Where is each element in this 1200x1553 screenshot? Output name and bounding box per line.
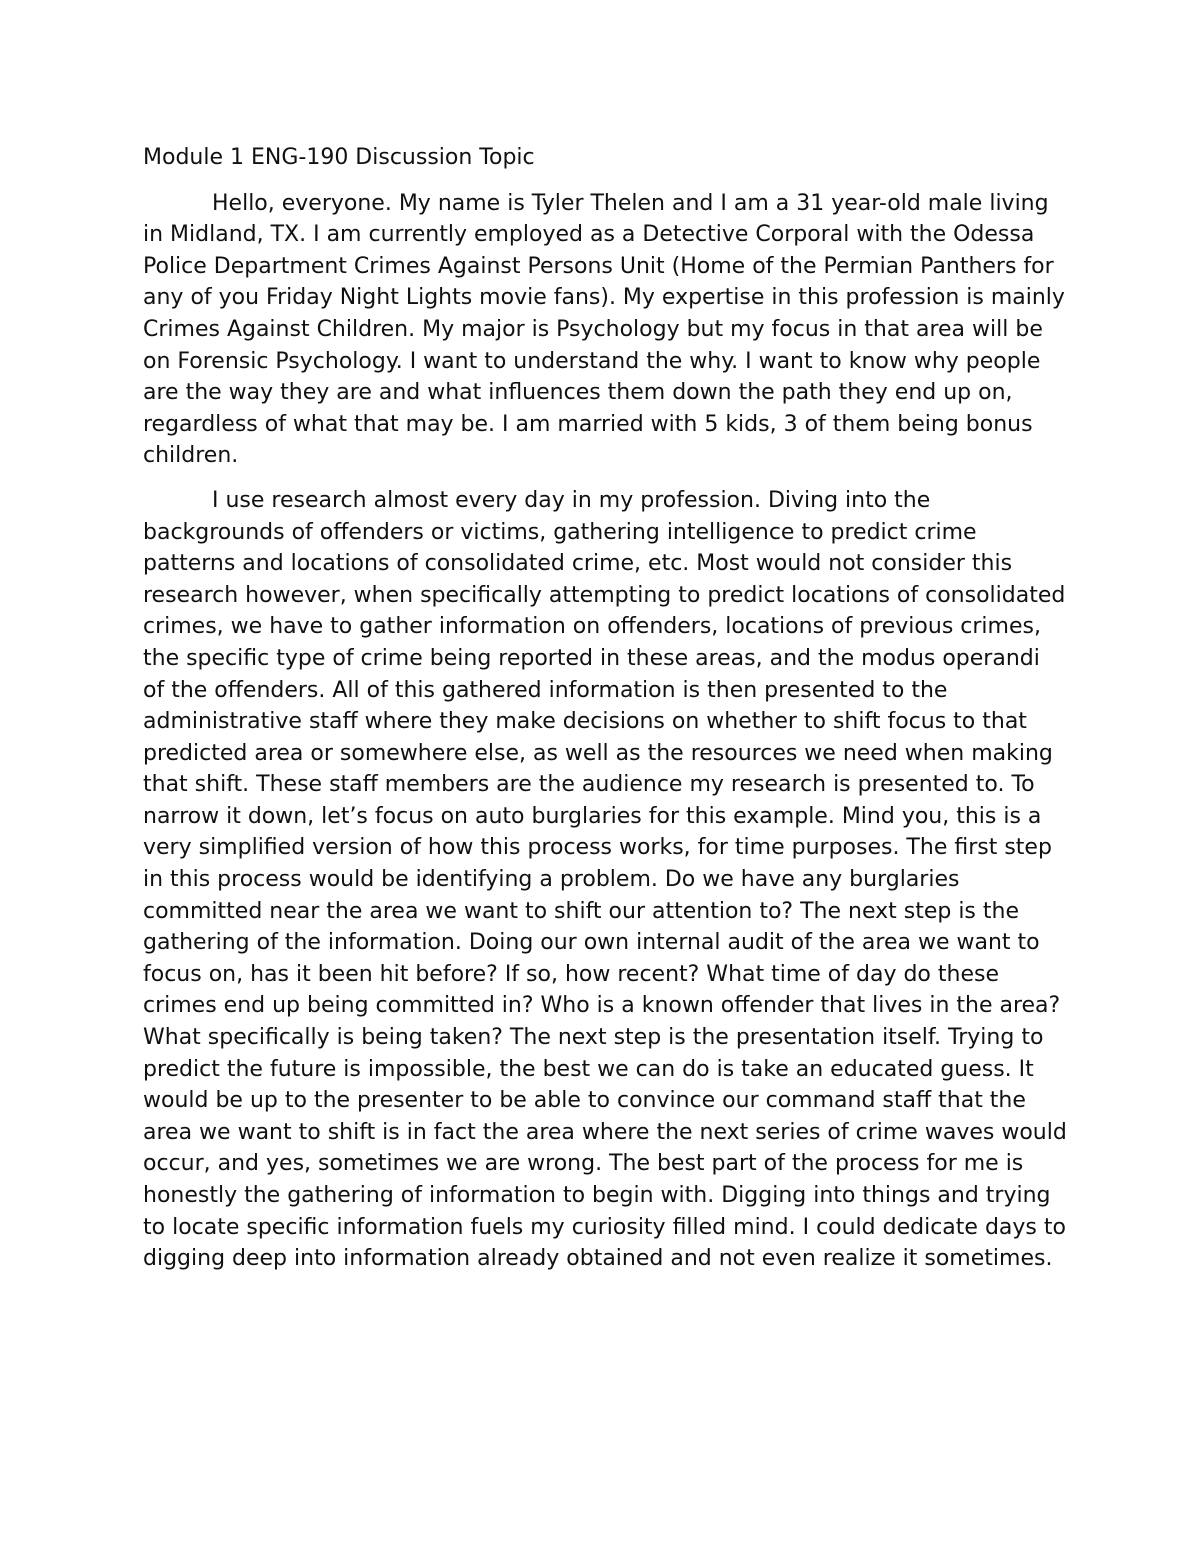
document-body xyxy=(143,142,1068,1288)
paragraph-research: I use research almost every day in my profession. Diving into the backgrounds of offenders or victims, gathering intelligence to predict crime patterns and locations of consolidated crime, etc. Most would not consider this research however, when specifically attempting to predict locations of consolidated crimes, we have to gather information on offenders, locations of previous crimes, the specific type of crime being reported in these areas, and the modus operandi of the offenders. All of this gathered information is then presented to the administrative staff where they make decisions on whether to shift focus to that predicted area or somewhere else, as well as the resources we need when making that shift. These staff members are the audience my research is presented to. To narrow it down, let’s focus on auto burglaries for this example. Mind you, this is a very simplified version of how this process works, for time purposes. The first step in this process would be identifying a problem. Do we have any burglaries committed near the area we want to shift our attention to? The next step is the gathering of the information. Doing our own internal audit of the area we want to focus on, has it been hit before? If so, how recent? What time of day do these crimes end up being committed in? Who is a known offender that lives in the area? What specifically is being taken? The next step is the presentation itself. Trying to predict the future is impossible, the best we can do is take an educated guess. It would be up to the presenter to be able to convince our command staff that the area we want to shift is in fact the area where the next series of crime waves would occur, and yes, sometimes we are wrong. The best part of the process for me is honestly the gathering of information to begin with. Digging into things and trying to locate specific information fuels my curiosity filled mind. I could dedicate days to digging deep into information already obtained and not even realize it sometimes. xyxy=(143,487,1067,1272)
document-title: Module 1 ENG-190 Discussion Topic xyxy=(143,145,535,170)
paragraph-introduction: Hello, everyone. My name is Tyler Thelen and I am a 31 year-old male living in Midland, TX. I am currently employed as a Detective Corporal with the Odessa Police Department Crimes Against Persons Unit (Home of the Permian Panthers for any of you Friday Night Lights movie fans). My expertise in this profession is mainly Crimes Against Children. My major is Psychology but my focus in that area will be on Forensic Psychology. I want to understand the why. I want to know why people are the way they are and what influences them down the path they end up on, regardless of what that may be. I am married with 5 kids, 3 of them being bonus children. xyxy=(143,190,1065,469)
